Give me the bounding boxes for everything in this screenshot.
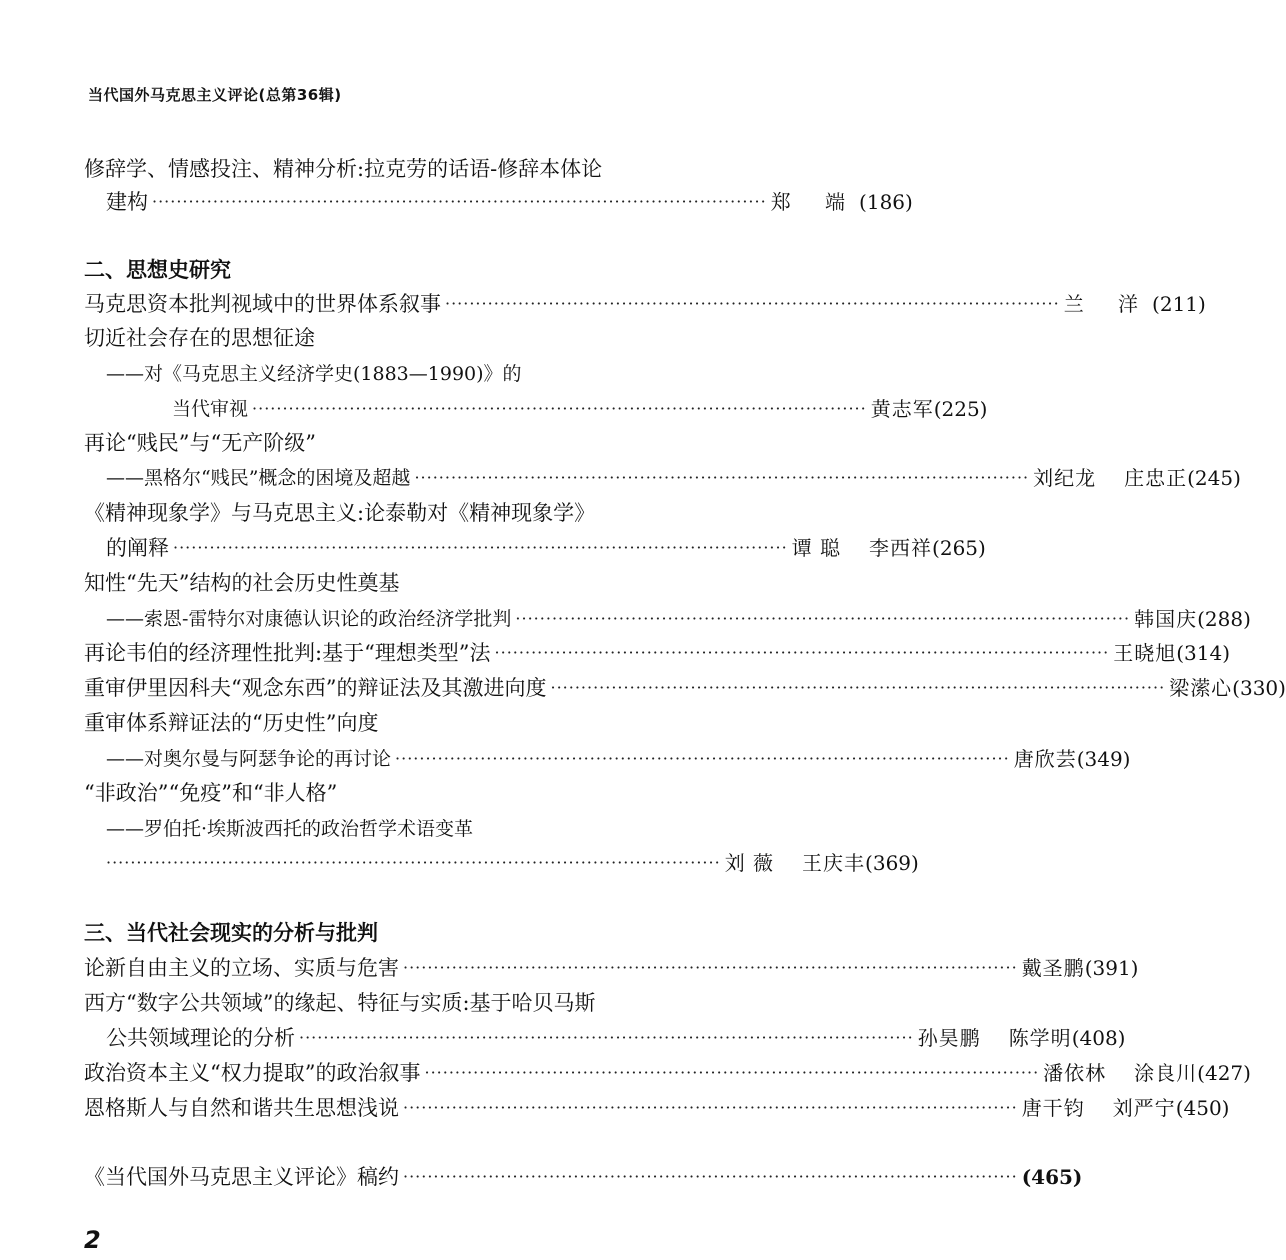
toc-page: (369) xyxy=(865,851,919,875)
toc-author: 唐干钧 xyxy=(1021,1096,1085,1120)
toc-entry-subtitle: ——对奥尔曼与阿瑟争论的再讨论 xyxy=(106,748,392,770)
leader-dots: ····································································································· xyxy=(252,399,867,418)
toc-entry-subtitle: ——罗伯托·埃斯波西托的政治哲学术语变革 xyxy=(106,818,474,840)
toc-page: (265) xyxy=(932,536,986,560)
leader-dots: ····································································································· xyxy=(403,958,1018,977)
toc-entry xyxy=(84,637,1231,669)
toc-entry-line xyxy=(172,393,988,425)
toc-author: 梁潆心 xyxy=(1169,676,1233,700)
toc-entry-subtitle-cont: 当代审视 xyxy=(172,398,249,420)
toc-author: 唐欣芸 xyxy=(1013,747,1077,771)
toc-page: (225) xyxy=(933,397,988,421)
leader-dots: ····································································································· xyxy=(403,1167,1018,1186)
toc-entry xyxy=(84,672,1286,704)
toc-page: (330) xyxy=(1232,676,1286,700)
toc-entry-title: 重审伊里因科夫“观念东西”的辩证法及其激进向度 xyxy=(84,676,547,700)
toc-author: 孙昊鹏 xyxy=(917,1026,981,1050)
toc-entry-title-cont: 的阐释 xyxy=(106,536,169,560)
page-number: 2 xyxy=(84,1226,101,1254)
toc-page: (427) xyxy=(1197,1061,1251,1085)
toc-author: 潘依林 xyxy=(1043,1061,1107,1085)
toc-author: 郑 端 xyxy=(770,190,860,214)
toc-author: 刘严宁 xyxy=(1112,1096,1176,1120)
running-header: 当代国外马克思主义评论(总第36辑) xyxy=(88,86,342,104)
leader-dots: ····································································································· xyxy=(403,1098,1018,1117)
leader-dots: ····································································································· xyxy=(395,749,1010,768)
toc-entry-title: 修辞学、情感投注、精神分析:拉克劳的话语-修辞本体论 xyxy=(84,157,603,181)
toc-author: 李西祥 xyxy=(869,536,933,560)
toc-author: 黄志军 xyxy=(870,397,934,421)
toc-entry xyxy=(84,1092,1230,1124)
toc-page: (465) xyxy=(1021,1165,1083,1189)
section-heading: 二、思想史研究 xyxy=(84,258,231,282)
toc-page: (349) xyxy=(1076,747,1131,771)
toc-page: (408) xyxy=(1071,1026,1126,1050)
toc-entry-title: 马克思资本批判视域中的世界体系叙事 xyxy=(84,292,441,316)
toc-entry-line xyxy=(106,847,919,879)
leader-dots: ····································································································· xyxy=(106,853,721,872)
toc-entry-line xyxy=(106,186,913,218)
toc-entry-line xyxy=(106,462,1241,494)
toc-author: 王晓旭 xyxy=(1113,641,1177,665)
toc-entry xyxy=(84,1161,1083,1193)
toc-page: (391) xyxy=(1084,956,1139,980)
toc-entry xyxy=(84,1057,1251,1089)
leader-dots: ····································································································· xyxy=(494,643,1110,662)
toc-author: 庄忠正 xyxy=(1124,466,1188,490)
toc-author: 刘纪龙 xyxy=(1033,466,1097,490)
toc-author: 兰 洋 xyxy=(1063,292,1153,316)
toc-entry-title: 再论韦伯的经济理性批判:基于“理想类型”法 xyxy=(84,641,491,665)
leader-dots: ····································································································· xyxy=(424,1063,1040,1082)
toc-author: 陈学明 xyxy=(1008,1026,1072,1050)
toc-page: (314) xyxy=(1176,641,1231,665)
toc-author: 刘 薇 xyxy=(724,851,775,875)
toc-entry-title: 西方“数字公共领域”的缘起、特征与实质:基于哈贝马斯 xyxy=(84,991,596,1015)
toc-entry-title: 恩格斯人与自然和谐共生思想浅说 xyxy=(84,1096,399,1120)
toc-entry-title-cont: 公共领域理论的分析 xyxy=(106,1026,295,1050)
leader-dots: ····································································································· xyxy=(515,609,1131,628)
toc-entry-title: 《当代国外马克思主义评论》稿约 xyxy=(84,1165,399,1189)
toc-entry-line xyxy=(106,743,1131,775)
leader-dots: ····································································································· xyxy=(173,538,788,557)
leader-dots: ····································································································· xyxy=(414,468,1030,487)
toc-entry-line xyxy=(106,603,1251,635)
toc-entry-title: 论新自由主义的立场、实质与危害 xyxy=(84,956,399,980)
toc-entry xyxy=(84,952,1139,984)
toc-author: 韩国庆 xyxy=(1134,607,1198,631)
toc-author: 涂良川 xyxy=(1134,1061,1198,1085)
toc-page: (211) xyxy=(1152,292,1206,316)
toc-page: (450) xyxy=(1175,1096,1230,1120)
toc-entry-subtitle: ——黑格尔“贱民”概念的困境及超越 xyxy=(106,467,411,489)
toc-entry xyxy=(84,288,1206,320)
toc-entry-title: 政治资本主义“权力提取”的政治叙事 xyxy=(84,1061,421,1085)
toc-entry-title-cont: 建构 xyxy=(106,190,148,214)
toc-author: 戴圣鹏 xyxy=(1021,956,1085,980)
toc-author: 谭 聪 xyxy=(791,536,842,560)
toc-page: (245) xyxy=(1187,466,1241,490)
leader-dots: ····································································································· xyxy=(152,192,767,211)
toc-entry-line xyxy=(106,1022,1126,1054)
section-heading: 三、当代社会现实的分析与批判 xyxy=(84,921,378,945)
leader-dots: ····································································································· xyxy=(445,294,1060,313)
leader-dots: ····································································································· xyxy=(550,678,1166,697)
toc-author: 王庆丰 xyxy=(802,851,866,875)
toc-entry-title: “非政治”“免疫”和“非人格” xyxy=(84,781,338,805)
toc-page: (288) xyxy=(1197,607,1251,631)
toc-entry-title: 再论“贱民”与“无产阶级” xyxy=(84,431,316,455)
toc-page: (186) xyxy=(859,190,913,214)
leader-dots: ····································································································· xyxy=(299,1028,914,1047)
toc-entry-title: 知性“先天”结构的社会历史性奠基 xyxy=(84,571,400,595)
toc-entry-line xyxy=(106,532,986,564)
toc-entry-title: 切近社会存在的思想征途 xyxy=(84,326,315,350)
toc-entry-subtitle: ——对《马克思主义经济学史(1883—1990)》的 xyxy=(106,363,522,385)
toc-entry-title: 重审体系辩证法的“历史性”向度 xyxy=(84,711,379,735)
toc-entry-title: 《精神现象学》与马克思主义:论泰勒对《精神现象学》 xyxy=(84,501,596,525)
toc-entry-subtitle: ——索恩-雷特尔对康德认识论的政治经济学批判 xyxy=(106,608,512,630)
